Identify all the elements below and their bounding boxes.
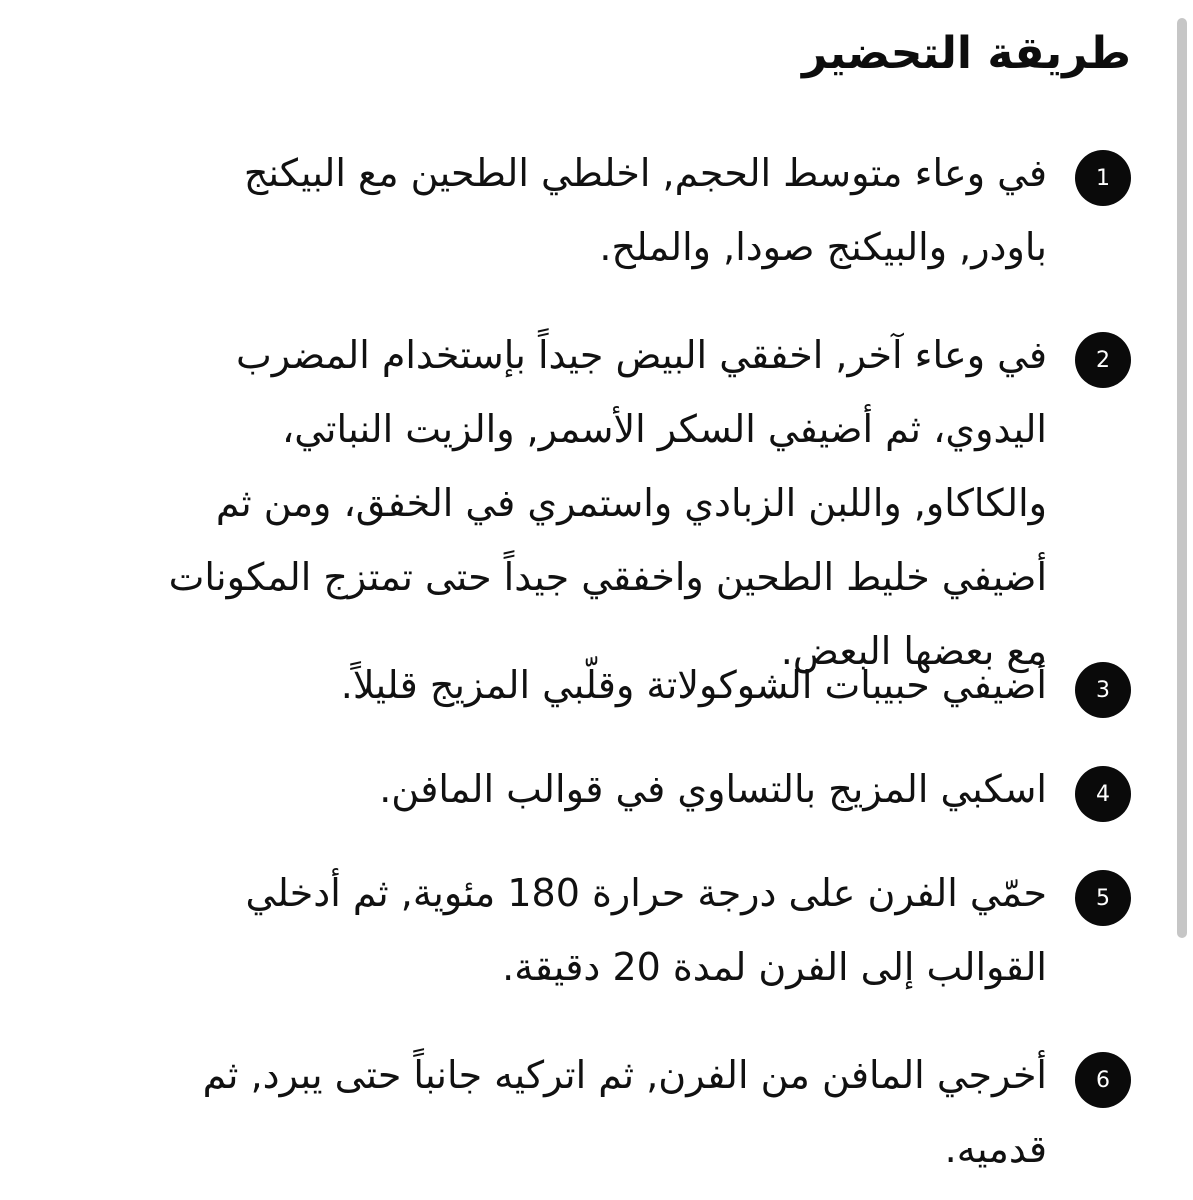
step-4 xyxy=(151,752,1131,826)
step-number-badge: 2 xyxy=(1075,332,1131,388)
step-number-badge: 6 xyxy=(1075,1052,1131,1108)
step-text: في وعاء متوسط الحجم, اخلطي الطحين مع البيكنج باودر, والبيكنج صودا, والملح. xyxy=(243,151,1047,269)
step-text: أضيفي حبيبات الشوكولاتة وقلّبي المزيج قليلاً. xyxy=(340,663,1047,707)
step-text: أخرجي المافن من الفرن, ثم اتركيه جانباً حتى يبرد, ثم قدميه. xyxy=(202,1053,1047,1171)
step-1 xyxy=(151,136,1131,284)
step-number-badge: 4 xyxy=(1075,766,1131,822)
step-number-badge: 1 xyxy=(1075,150,1131,206)
step-text: في وعاء آخر, اخفقي البيض جيداً بإستخدام المضرب اليدوي، ثم أضيفي السكر الأسمر, والزيت النباتي، والكاكاو, واللبن الزبادي واستمري في الخفق، ومن ثم أضيفي خليط الطحين واخفقي جيداً حتى تمتزج المكونات مع بعضها البعض. xyxy=(168,333,1047,673)
step-text: اسكبي المزيج بالتساوي في قوالب المافن. xyxy=(379,767,1047,811)
vertical-scrollbar[interactable] xyxy=(1177,18,1187,938)
step-2 xyxy=(151,318,1131,688)
step-3 xyxy=(151,648,1131,722)
step-6 xyxy=(151,1038,1131,1186)
section-title: طريقة التحضير xyxy=(802,28,1131,79)
step-5 xyxy=(151,856,1131,1004)
step-text: حمّي الفرن على درجة حرارة 180 مئوية, ثم أدخلي القوالب إلى الفرن لمدة 20 دقيقة. xyxy=(245,871,1047,989)
step-number-badge: 5 xyxy=(1075,870,1131,926)
step-number-badge: 3 xyxy=(1075,662,1131,718)
